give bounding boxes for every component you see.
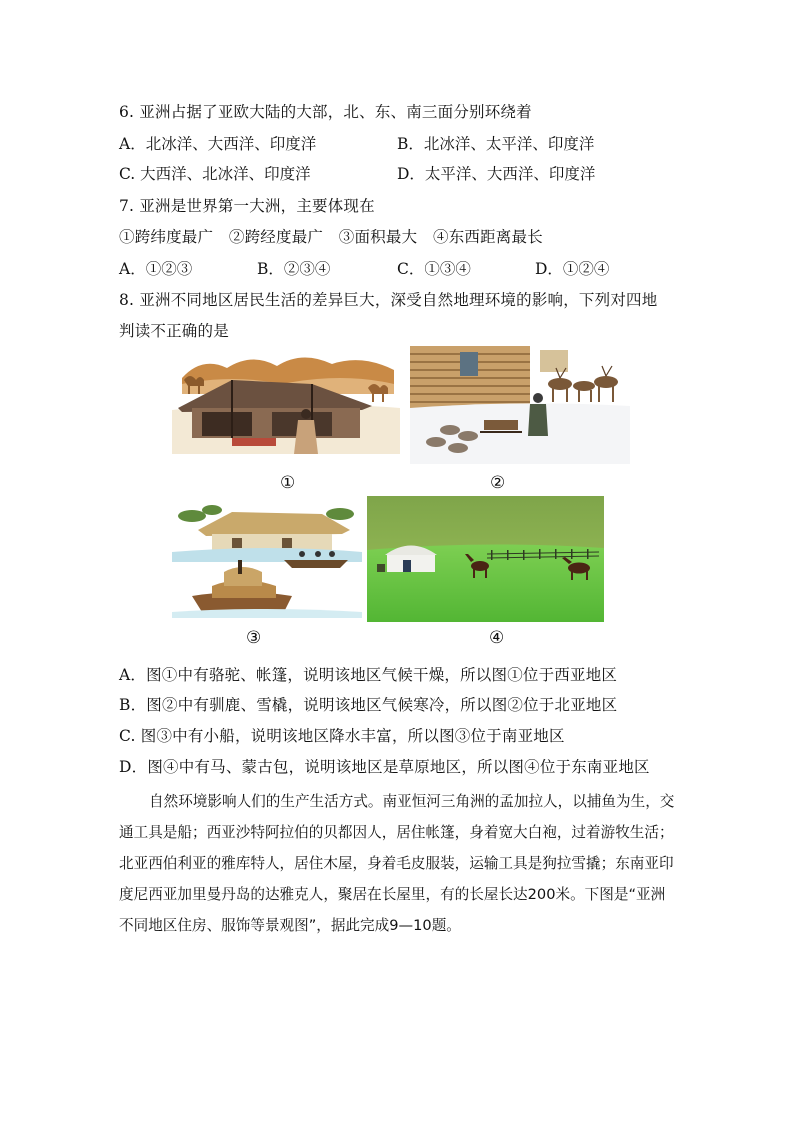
figure-grassland-yurt <box>367 496 604 622</box>
q8-stem-line1: 8. 亚洲不同地区居民生活的差异巨大，深受自然地理环境的影响，下列对四地 <box>119 291 658 309</box>
q8-option-b: B．图②中有驯鹿、雪橇，说明该地区气候寒冷，所以图②位于北亚地区 <box>119 696 618 714</box>
q6-option-d: D．太平洋、大西洋、印度洋 <box>397 165 596 183</box>
siberia-sled-illustration <box>410 346 630 464</box>
q6-option-c: C. 大西洋、北冰洋、印度洋 <box>119 165 311 183</box>
q8-stem-line2: 判读不正确的是 <box>119 322 229 340</box>
figure-siberia-sled <box>410 346 630 464</box>
q7-option-d: D．①②④ <box>535 260 610 278</box>
figure-caption-2: ② <box>490 473 506 493</box>
q8-option-d: D．图④中有马、蒙古包，说明该地区是草原地区，所以图④位于东南亚地区 <box>119 758 650 776</box>
q8-option-c: C. 图③中有小船，说明该地区降水丰富，所以图③位于南亚地区 <box>119 727 565 745</box>
q8-option-a: A．图①中有骆驼、帐篷，说明该地区气候干燥，所以图①位于西亚地区 <box>119 666 618 684</box>
q7-option-c: C．①③④ <box>397 260 471 278</box>
figure-caption-3: ③ <box>246 628 262 648</box>
desert-tent-illustration <box>172 350 400 462</box>
q7-items: ①跨纬度最广 ②跨经度最广 ③面积最大 ④东西距离最长 <box>119 228 543 246</box>
q6-option-b: B．北冰洋、太平洋、印度洋 <box>397 135 595 153</box>
grassland-yurt-photo <box>367 496 604 622</box>
q6-option-a: A．北冰洋、大西洋、印度洋 <box>119 135 317 153</box>
figure-caption-4: ④ <box>489 628 505 648</box>
figure-delta-boats <box>172 500 362 622</box>
reading-passage <box>119 786 679 941</box>
q7-option-a: A．①②③ <box>119 260 193 278</box>
q6-stem: 6. 亚洲占据了亚欧大陆的大部，北、东、南三面分别环绕着 <box>119 103 532 121</box>
q7-option-b: B．②③④ <box>257 260 331 278</box>
figure-desert-tent <box>172 350 400 462</box>
delta-boats-illustration <box>172 500 362 622</box>
figure-caption-1: ① <box>280 473 296 493</box>
passage-text: 自然环境影响人们的生产生活方式。南亚恒河三角洲的孟加拉人，以捕鱼为生，交通工具是船；西亚沙特阿拉伯的贝都因人，居住帐篷，身着宽大白袍，过着游牧生活；北亚西伯利亚的雅库特人，居住木屋，身着毛皮服装，运输工具是狗拉雪撬；东南亚印度尼西亚加里曼丹岛的达雅克人，聚居在长屋里，有的长屋长达200米。下图是“亚洲不同地区住房、服饰等景观图”，据此完成9—10题。 <box>119 793 675 934</box>
q7-stem: 7. 亚洲是世界第一大洲，主要体现在 <box>119 197 375 215</box>
